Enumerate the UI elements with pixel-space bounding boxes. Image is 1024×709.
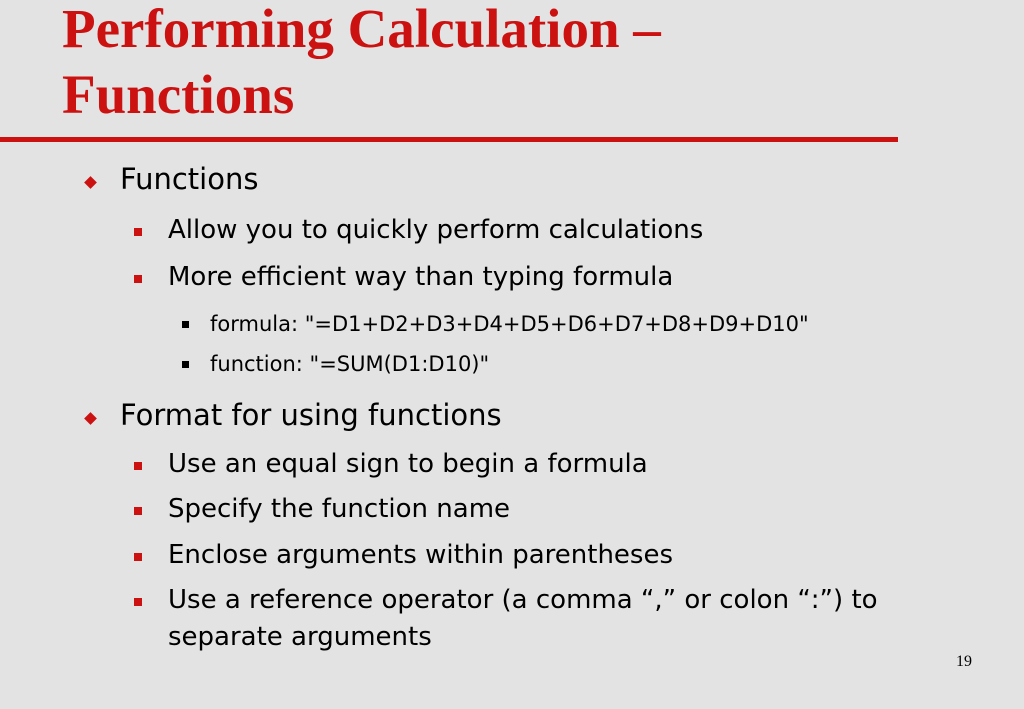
bullet-function-name: Specify the function name xyxy=(168,494,511,524)
page-number: 19 xyxy=(956,653,972,670)
square-bullet-icon xyxy=(134,553,142,561)
bullet-enclose-arguments: Enclose arguments within parentheses xyxy=(168,540,674,570)
title-line-2: Functions xyxy=(62,64,295,125)
square-bullet-icon xyxy=(134,598,142,606)
square-bullet-icon xyxy=(134,228,142,236)
bullet-reference-operator-continued: separate arguments xyxy=(168,622,432,652)
diamond-bullet-icon xyxy=(84,176,97,189)
title-underline xyxy=(0,137,898,142)
small-square-bullet-icon xyxy=(182,361,189,368)
bullet-more-efficient: More efficient way than typing formula xyxy=(168,262,674,292)
diamond-bullet-icon xyxy=(84,412,97,425)
bullet-formula-example: formula: "=D1+D2+D3+D4+D5+D6+D7+D8+D9+D10" xyxy=(210,312,809,336)
square-bullet-icon xyxy=(134,462,142,470)
bullet-functions: Functions xyxy=(120,162,259,196)
small-square-bullet-icon xyxy=(182,321,189,328)
square-bullet-icon xyxy=(134,507,142,515)
bullet-allow-quick-calc: Allow you to quickly perform calculations xyxy=(168,215,704,245)
bullet-format-for-functions: Format for using functions xyxy=(120,398,502,432)
bullet-function-example: function: "=SUM(D1:D10)" xyxy=(210,352,490,376)
bullet-reference-operator: Use a reference operator (a comma “,” or colon “:”) to xyxy=(168,585,878,615)
title-line-1: Performing Calculation – xyxy=(62,0,661,59)
square-bullet-icon xyxy=(134,275,142,283)
slide-title xyxy=(62,0,962,128)
bullet-equal-sign: Use an equal sign to begin a formula xyxy=(168,449,648,479)
